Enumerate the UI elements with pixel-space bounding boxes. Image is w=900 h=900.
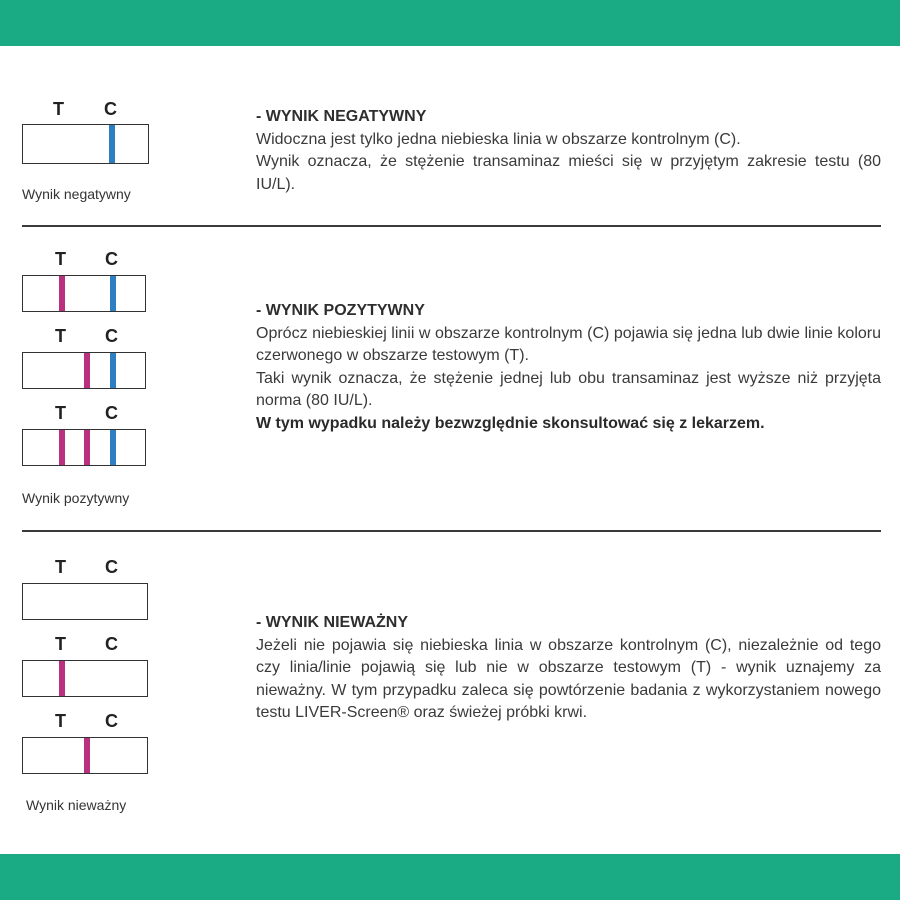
- t-label: T: [55, 557, 66, 577]
- top-color-band: [0, 0, 900, 46]
- test-strip-window: [22, 737, 148, 774]
- t-label: T: [55, 634, 66, 654]
- section-divider: [22, 530, 881, 532]
- t-label: T: [55, 403, 66, 423]
- test-line: [84, 353, 90, 388]
- t-label: T: [53, 99, 64, 119]
- positive-heading: - WYNIK POZYTYWNY: [256, 302, 425, 319]
- c-label: C: [104, 99, 117, 119]
- test-strip-window: [22, 583, 148, 620]
- c-label: C: [105, 326, 118, 346]
- c-label: C: [105, 634, 118, 654]
- negative-description: [256, 106, 881, 196]
- invalid-caption: Wynik nieważny: [26, 797, 127, 813]
- test-line: [59, 661, 65, 696]
- negative-paragraph-2: Wynik oznacza, że stężenie transaminaz mieści się w przyjętym zakresie testu (80 IU/L).: [256, 153, 881, 193]
- control-line: [110, 276, 116, 311]
- negative-paragraph-1: Widoczna jest tylko jedna niebieska linia w obszarze kontrolnym (C).: [256, 130, 741, 148]
- control-line: [110, 353, 116, 388]
- test-strip-window: [22, 429, 146, 466]
- test-strip-window: [22, 352, 146, 389]
- c-label: C: [105, 557, 118, 577]
- positive-warning: W tym wypadku należy bezwzględnie skonsultować się z lekarzem.: [256, 414, 765, 432]
- positive-paragraph-1: Oprócz niebieskiej linii w obszarze kontrolnym (C) pojawia się jedna lub dwie linie koloru czerwonego w obszarze testowym (T).: [256, 324, 881, 364]
- test-line: [59, 430, 65, 465]
- test-strip-window: [22, 660, 148, 697]
- t-label: T: [55, 249, 66, 269]
- invalid-paragraph-1: Jeżeli nie pojawia się niebieska linia w obszarze kontrolnym (C), niezależnie od tego czy linia/linie pojawią się lub nie w obszarze testowym (T) - wynik uznajemy za nieważny. W tym przypadku zaleca się powtórzenie badania z wykorzystaniem nowego testu LIVER-Screen® oraz świeżej próbki krwi.: [256, 636, 881, 721]
- positive-description: [256, 300, 881, 435]
- c-label: C: [105, 711, 118, 731]
- test-line: [84, 738, 90, 773]
- c-label: C: [105, 249, 118, 269]
- positive-paragraph-2: Taki wynik oznacza, że stężenie jednej lub obu transaminaz jest wyższe niż przyjęta norma (80 IU/L).: [256, 369, 881, 409]
- section-divider: [22, 225, 881, 227]
- invalid-heading: - WYNIK NIEWAŻNY: [256, 614, 408, 631]
- invalid-description: [256, 612, 881, 725]
- test-line: [84, 430, 90, 465]
- test-strip-window: [22, 124, 149, 164]
- t-label: T: [55, 326, 66, 346]
- test-line: [59, 276, 65, 311]
- negative-heading: - WYNIK NEGATYWNY: [256, 108, 427, 125]
- control-line: [109, 125, 115, 163]
- t-label: T: [55, 711, 66, 731]
- bottom-color-band: [0, 854, 900, 900]
- negative-caption: Wynik negatywny: [22, 186, 131, 202]
- positive-caption: Wynik pozytywny: [22, 490, 130, 506]
- test-strip-window: [22, 275, 146, 312]
- c-label: C: [105, 403, 118, 423]
- control-line: [110, 430, 116, 465]
